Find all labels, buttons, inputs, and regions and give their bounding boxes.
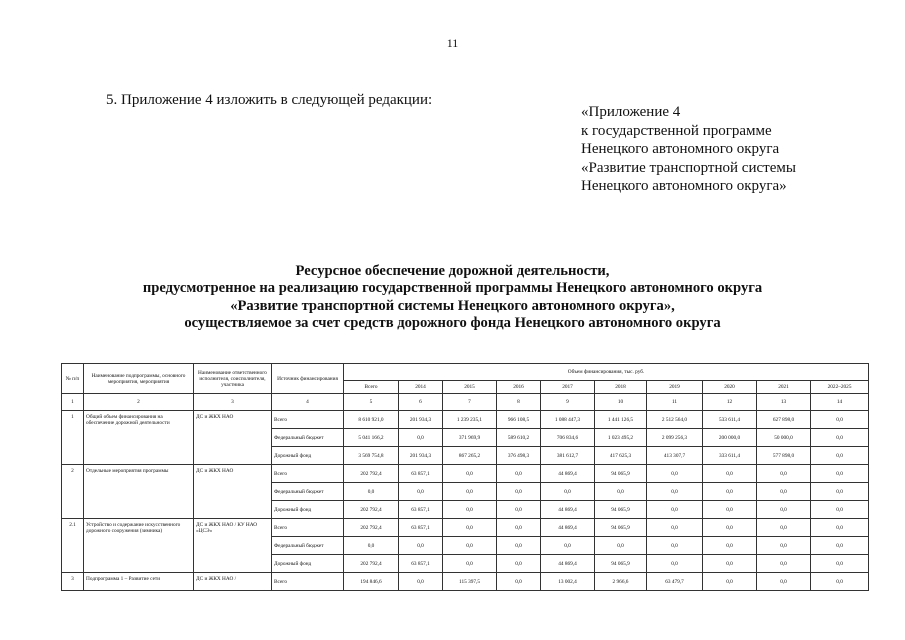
row-source: Всего	[272, 519, 344, 537]
row-number: 3	[62, 573, 84, 591]
row-value: 0,0	[757, 555, 811, 573]
row-value: 63 857,1	[399, 555, 443, 573]
row-value: 0,0	[703, 555, 757, 573]
column-number: 1	[62, 394, 84, 411]
header-year: 2020	[703, 381, 757, 394]
column-number: 13	[757, 394, 811, 411]
row-name: Подпрограмма 1 – Развитие сети	[84, 573, 194, 591]
amendment-text: 5. Приложение 4 изложить в следующей редакции:	[106, 92, 433, 108]
row-source: Федеральный бюджет	[272, 537, 344, 555]
row-source: Федеральный бюджет	[272, 483, 344, 501]
header-year: 2021	[757, 381, 811, 394]
row-value: 0,0	[811, 537, 869, 555]
row-value: 0,0	[541, 537, 595, 555]
row-source: Дорожный фонд	[272, 501, 344, 519]
table-row	[62, 411, 869, 429]
row-value: 1 088 447,3	[541, 411, 595, 429]
row-value: 8 610 921,0	[344, 411, 399, 429]
row-value: 381 612,7	[541, 447, 595, 465]
row-value: 13 002,4	[541, 573, 595, 591]
row-source: Всего	[272, 573, 344, 591]
row-value: 0,0	[497, 555, 541, 573]
row-value: 194 846,6	[344, 573, 399, 591]
table-row	[62, 573, 869, 591]
row-name: Отдельные мероприятия программы	[84, 465, 194, 519]
funding-table	[61, 363, 869, 591]
row-executor: ДС и ЖКХ НАО	[194, 411, 272, 465]
row-number: 2	[62, 465, 84, 519]
row-value: 533 611,4	[703, 411, 757, 429]
row-value: 0,0	[703, 465, 757, 483]
row-value: 0,0	[811, 555, 869, 573]
row-name: Общий объем финансирования на обеспечение дорожной деятельности	[84, 411, 194, 465]
row-value: 0,0	[497, 537, 541, 555]
column-number: 8	[497, 394, 541, 411]
row-value: 50 000,0	[757, 429, 811, 447]
table-row	[62, 519, 869, 537]
row-value: 0,0	[647, 465, 703, 483]
row-value: 0,0	[344, 537, 399, 555]
title-line: Ресурсное обеспечение дорожной деятельности,	[295, 263, 610, 279]
header-year: 2014	[399, 381, 443, 394]
header-source: Источник финансирования	[272, 364, 344, 394]
row-value: 0,0	[595, 537, 647, 555]
row-value: 44 869,4	[541, 501, 595, 519]
title-line: осуществляемое за счет средств дорожного фонда Ненецкого автономного округа	[184, 315, 721, 332]
row-value: 0,0	[757, 483, 811, 501]
row-value: 0,0	[757, 573, 811, 591]
row-value: 202 792,4	[344, 501, 399, 519]
row-source: Федеральный бюджет	[272, 429, 344, 447]
header-year: 2017	[541, 381, 595, 394]
row-value: 589 610,2	[497, 429, 541, 447]
row-value: 0,0	[443, 501, 497, 519]
row-value: 0,0	[811, 465, 869, 483]
row-value: 0,0	[443, 519, 497, 537]
row-executor: ДС и ЖКХ НАО	[194, 465, 272, 519]
row-value: 0,0	[647, 519, 703, 537]
appendix-line: к государственной программе	[581, 122, 772, 139]
row-value: 0,0	[399, 537, 443, 555]
column-number: 7	[443, 394, 497, 411]
row-number: 1	[62, 411, 84, 465]
header-name: Наименование подпрограммы, основного мероприятия, мероприятия	[84, 364, 194, 394]
header-year: 2018	[595, 381, 647, 394]
page-number: 11	[446, 36, 459, 50]
row-value: 706 834,6	[541, 429, 595, 447]
header-year: 2016	[497, 381, 541, 394]
row-value: 0,0	[399, 483, 443, 501]
header-year: Всего	[344, 381, 399, 394]
row-value: 333 611,4	[703, 447, 757, 465]
row-value: 0,0	[647, 483, 703, 501]
row-value: 0,0	[443, 483, 497, 501]
row-value: 0,0	[811, 483, 869, 501]
row-value: 94 065,9	[595, 519, 647, 537]
row-value: 0,0	[757, 519, 811, 537]
row-value: 0,0	[703, 537, 757, 555]
row-value: 202 792,4	[344, 555, 399, 573]
header-year: 2015	[443, 381, 497, 394]
row-value: 0,0	[647, 555, 703, 573]
row-value: 0,0	[497, 573, 541, 591]
row-value: 0,0	[497, 519, 541, 537]
row-source: Всего	[272, 465, 344, 483]
row-value: 0,0	[811, 573, 869, 591]
row-value: 200 000,0	[703, 429, 757, 447]
row-value: 201 934,3	[399, 447, 443, 465]
column-number: 10	[595, 394, 647, 411]
row-value: 0,0	[647, 537, 703, 555]
row-value: 0,0	[497, 483, 541, 501]
row-value: 0,0	[595, 483, 647, 501]
row-value: 0,0	[811, 501, 869, 519]
appendix-line: Ненецкого автономного округа»	[581, 178, 787, 194]
table-row	[62, 465, 869, 483]
row-value: 94 065,9	[595, 501, 647, 519]
row-value: 0,0	[497, 465, 541, 483]
row-source: Дорожный фонд	[272, 447, 344, 465]
column-number: 5	[344, 394, 399, 411]
document-title	[0, 263, 905, 333]
row-value: 371 969,9	[443, 429, 497, 447]
row-value: 63 479,7	[647, 573, 703, 591]
row-value: 63 857,1	[399, 501, 443, 519]
row-value: 0,0	[811, 411, 869, 429]
appendix-line: Ненецкого автономного округа	[581, 141, 780, 157]
row-value: 2 099 256,3	[647, 429, 703, 447]
title-line: «Развитие транспортной системы Ненецкого автономного округа»,	[230, 297, 675, 314]
row-value: 2 966,6	[595, 573, 647, 591]
appendix-reference	[581, 103, 796, 196]
column-number: 9	[541, 394, 595, 411]
column-number: 4	[272, 394, 344, 411]
row-value: 966 108,5	[497, 411, 541, 429]
column-number: 11	[647, 394, 703, 411]
row-value: 0,0	[344, 483, 399, 501]
row-value: 0,0	[541, 483, 595, 501]
row-value: 0,0	[443, 537, 497, 555]
row-name: Устройство и содержание искусственного дорожного сооружения (зимника)	[84, 519, 194, 573]
row-value: 1 239 235,1	[443, 411, 497, 429]
row-value: 94 065,9	[595, 555, 647, 573]
row-value: 94 065,9	[595, 465, 647, 483]
row-value: 0,0	[811, 519, 869, 537]
column-number: 2	[84, 394, 194, 411]
row-value: 867 265,2	[443, 447, 497, 465]
row-value: 0,0	[399, 573, 443, 591]
row-value: 0,0	[757, 501, 811, 519]
appendix-line: «Развитие транспортной системы	[581, 159, 796, 176]
row-value: 0,0	[757, 537, 811, 555]
row-executor: ДС и ЖКХ НАО /	[194, 573, 272, 591]
row-value: 0,0	[399, 429, 443, 447]
row-value: 202 792,4	[344, 519, 399, 537]
row-value: 0,0	[443, 465, 497, 483]
row-value: 0,0	[703, 519, 757, 537]
row-value: 417 625,3	[595, 447, 647, 465]
row-value: 0,0	[703, 483, 757, 501]
row-value: 202 792,4	[344, 465, 399, 483]
header-year: 2022–2025	[811, 381, 869, 394]
column-number: 12	[703, 394, 757, 411]
row-value: 0,0	[757, 465, 811, 483]
header-volume: Объем финансирования, тыс. руб.	[344, 364, 869, 381]
row-value: 44 869,4	[541, 465, 595, 483]
row-value: 0,0	[703, 573, 757, 591]
row-value: 1 441 126,5	[595, 411, 647, 429]
row-value: 0,0	[811, 447, 869, 465]
appendix-line: «Приложение 4	[581, 104, 681, 120]
row-value: 0,0	[703, 501, 757, 519]
row-value: 0,0	[811, 429, 869, 447]
row-number: 2.1	[62, 519, 84, 573]
row-value: 627 898,0	[757, 411, 811, 429]
row-value: 63 857,1	[399, 465, 443, 483]
row-source: Дорожный фонд	[272, 555, 344, 573]
row-value: 44 869,4	[541, 519, 595, 537]
row-value: 413 307,7	[647, 447, 703, 465]
row-value: 0,0	[647, 501, 703, 519]
row-value: 44 869,4	[541, 555, 595, 573]
row-value: 2 512 564,0	[647, 411, 703, 429]
row-value: 577 898,0	[757, 447, 811, 465]
row-value: 115 397,5	[443, 573, 497, 591]
row-value: 63 857,1	[399, 519, 443, 537]
row-value: 376 498,3	[497, 447, 541, 465]
row-source: Всего	[272, 411, 344, 429]
header-year: 2019	[647, 381, 703, 394]
row-value: 1 023 495,2	[595, 429, 647, 447]
header-executor: Наименование ответственного исполнителя, соисполнителя, участника	[194, 364, 272, 394]
column-number: 3	[194, 394, 272, 411]
column-number: 6	[399, 394, 443, 411]
row-value: 0,0	[443, 555, 497, 573]
header-num: № п/п	[62, 364, 84, 394]
row-value: 3 569 754,8	[344, 447, 399, 465]
title-line: предусмотренное на реализацию государственной программы Ненецкого автономного округа	[142, 280, 763, 297]
row-value: 5 041 166,2	[344, 429, 399, 447]
row-executor: ДС и ЖКХ НАО / КУ НАО «ЦСЭ»	[194, 519, 272, 573]
row-value: 0,0	[497, 501, 541, 519]
column-number: 14	[811, 394, 869, 411]
row-value: 201 934,3	[399, 411, 443, 429]
